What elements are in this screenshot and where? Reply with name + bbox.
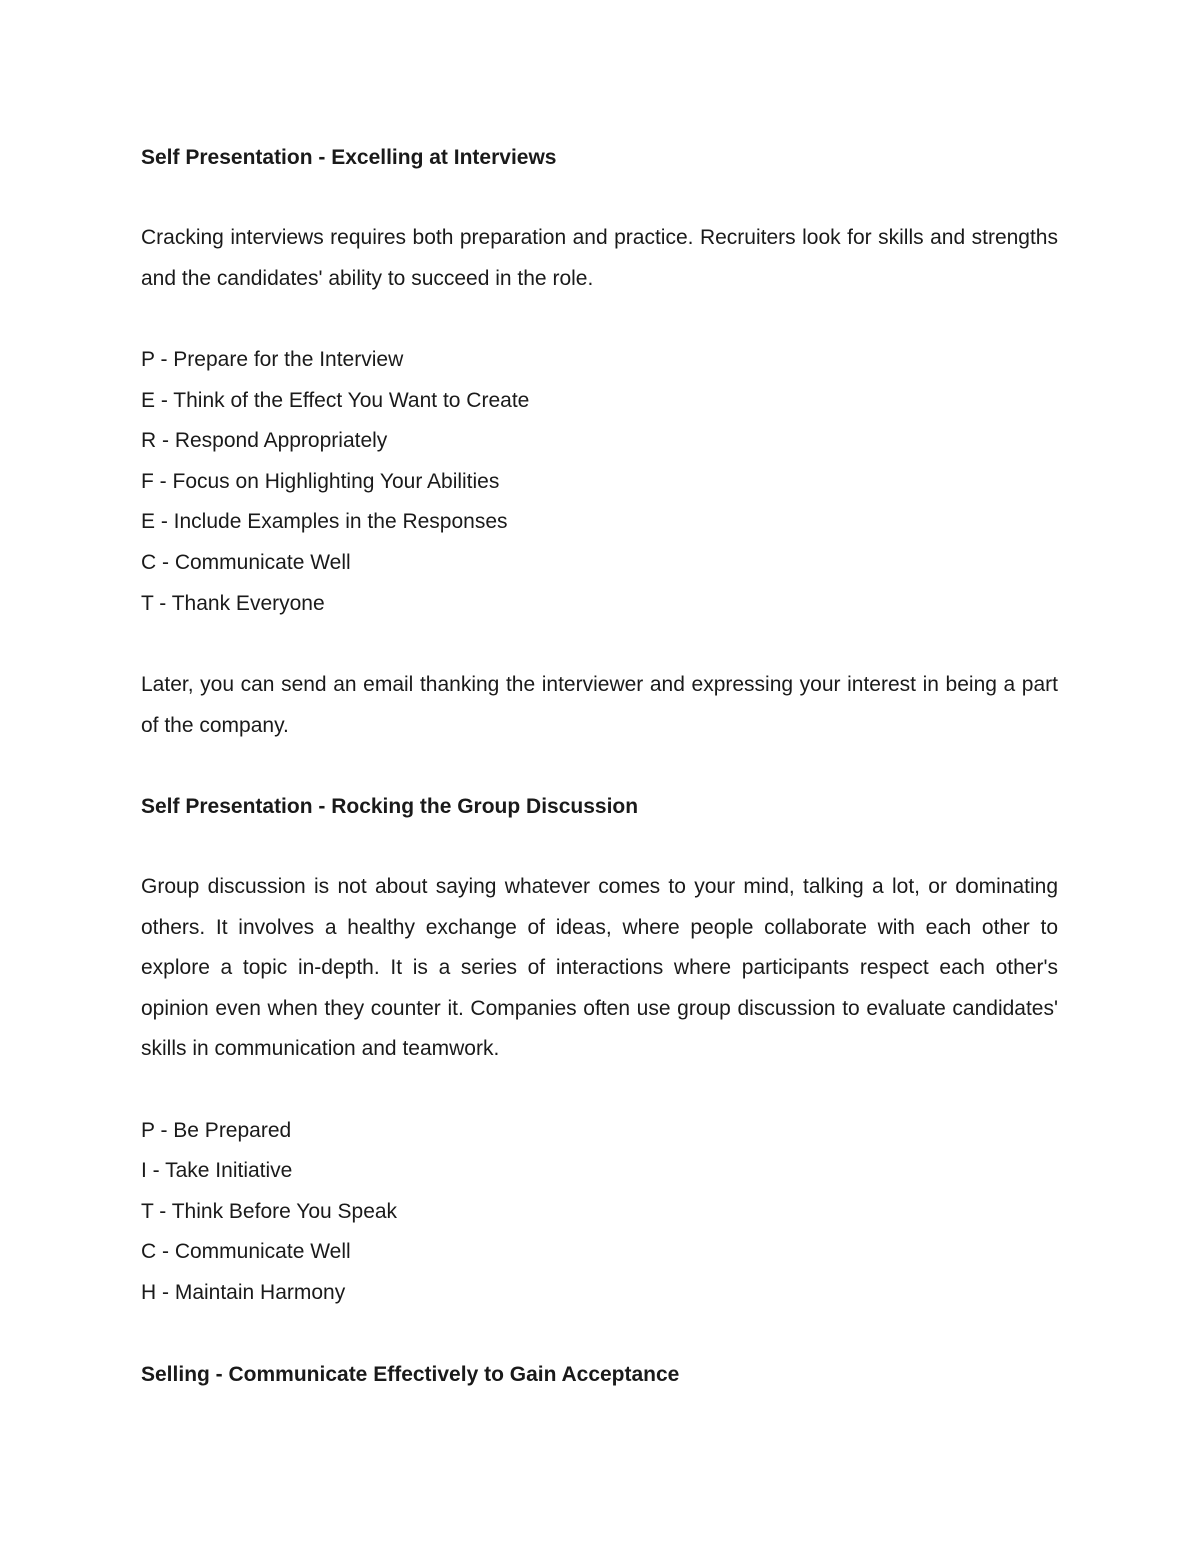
list-item: F - Focus on Highlighting Your Abilities — [141, 469, 500, 493]
list-item: H - Maintain Harmony — [141, 1281, 346, 1305]
interviews-intro-paragraph: Cracking interviews requires both preparation and practice. Recruiters look for skills and strengths and the candidates' ability to succeed in the role. — [141, 226, 1058, 290]
section-heading-group-discussion: Self Presentation - Rocking the Group Discussion — [141, 795, 639, 819]
section-heading-selling: Selling - Communicate Effectively to Gain Acceptance — [141, 1362, 680, 1386]
list-item: I - Take Initiative — [141, 1159, 293, 1183]
list-item: E - Include Examples in the Responses — [141, 510, 508, 534]
interviews-perfect-list — [141, 340, 1058, 624]
list-item: T - Thank Everyone — [141, 591, 325, 615]
list-item: C - Communicate Well — [141, 1240, 351, 1264]
list-item: P - Be Prepared — [141, 1118, 292, 1142]
section-heading-interviews: Self Presentation - Excelling at Interviews — [141, 146, 557, 169]
interviews-outro-paragraph: Later, you can send an email thanking the interviewer and expressing your interest in being a part of the company. — [141, 673, 1058, 737]
document-body — [141, 138, 1058, 1395]
list-item: E - Think of the Effect You Want to Create — [141, 388, 530, 412]
list-item: R - Respond Appropriately — [141, 429, 388, 453]
list-item: C - Communicate Well — [141, 550, 351, 574]
group-discussion-pitch-list — [141, 1111, 1058, 1314]
list-item: P - Prepare for the Interview — [141, 348, 404, 371]
list-item: T - Think Before You Speak — [141, 1199, 398, 1223]
group-discussion-intro-paragraph: Group discussion is not about saying whatever comes to your mind, talking a lot, or dominating others. It involves a healthy exchange of ideas, where people collaborate with each other to explore a topic in-depth. It is a series of interactions where participants respect each other's opinion even when they counter it. Companies often use group discussion to evaluate candidates' skills in communication and teamwork. — [141, 875, 1058, 1061]
